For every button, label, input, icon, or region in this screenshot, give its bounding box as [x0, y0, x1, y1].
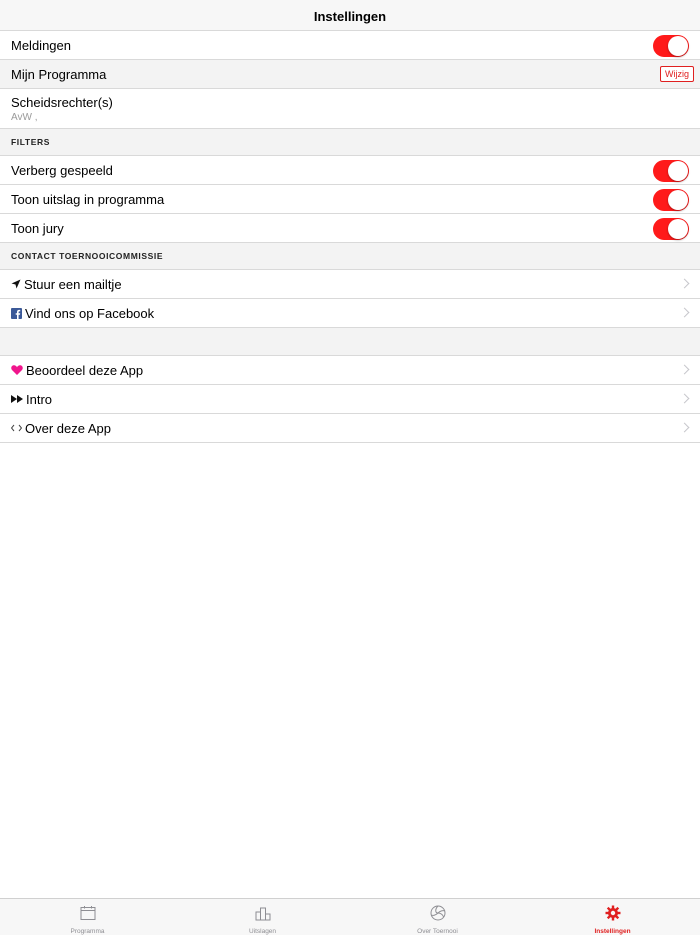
wijzig-button[interactable]: Wijzig — [660, 66, 694, 82]
calendar-icon — [80, 905, 96, 926]
fast-forward-icon — [11, 395, 23, 403]
tab-bar — [0, 898, 700, 935]
toggle-knob — [668, 190, 688, 210]
tab-label: Uitslagen — [248, 928, 277, 935]
tab-instellingen[interactable] — [525, 899, 700, 935]
beoordeel-row[interactable] — [0, 356, 700, 385]
section-spacer — [0, 328, 700, 356]
toggle-knob — [668, 161, 688, 181]
beoordeel-label: Beoordeel deze App — [26, 362, 144, 378]
meldingen-row — [0, 31, 700, 60]
filter-label: Toon uitslag in programma — [11, 191, 165, 207]
contact-header: CONTACT TOERNOOICOMMISSIE — [0, 243, 700, 270]
mail-row[interactable] — [0, 270, 700, 299]
podium-icon — [255, 905, 271, 926]
over-app-label: Over deze App — [25, 420, 111, 436]
programma-row — [0, 60, 700, 89]
filter-row-verberg — [0, 156, 700, 185]
scheidsrechter-row[interactable] — [0, 89, 700, 129]
facebook-row[interactable] — [0, 299, 700, 328]
facebook-label: Vind ons op Facebook — [25, 305, 155, 321]
verberg-gespeeld-toggle[interactable] — [653, 160, 689, 182]
filter-row-jury — [0, 214, 700, 243]
heart-icon — [11, 365, 23, 375]
meldingen-toggle[interactable] — [653, 35, 689, 57]
volleyball-icon — [430, 905, 446, 926]
intro-row[interactable] — [0, 385, 700, 414]
scheidsrechter-value: AvW , — [11, 111, 38, 123]
filter-label: Verberg gespeeld — [11, 162, 113, 178]
settings-list — [0, 31, 700, 443]
toon-uitslag-toggle[interactable] — [653, 189, 689, 211]
toggle-knob — [668, 36, 688, 56]
filter-row-uitslag — [0, 185, 700, 214]
navigation-bar — [0, 0, 700, 31]
programma-label: Mijn Programma — [11, 66, 107, 82]
tab-label: Instellingen — [594, 928, 631, 935]
tab-label: Programma — [70, 928, 105, 935]
tab-over-toernooi[interactable] — [350, 899, 525, 935]
over-app-row[interactable] — [0, 414, 700, 443]
tab-label: Over Toernooi — [417, 928, 458, 935]
meldingen-label: Meldingen — [11, 37, 71, 53]
page-title: Instellingen — [313, 8, 387, 24]
filter-label: Toon jury — [11, 220, 64, 236]
tab-programma[interactable] — [0, 899, 175, 935]
scheidsrechter-label: Scheidsrechter(s) — [11, 94, 113, 110]
intro-label: Intro — [26, 391, 53, 407]
facebook-icon — [11, 308, 22, 319]
gear-icon — [605, 905, 621, 926]
filters-header: FILTERS — [0, 129, 700, 156]
tab-uitslagen[interactable] — [175, 899, 350, 935]
mail-label: Stuur een mailtje — [24, 276, 122, 292]
toon-jury-toggle[interactable] — [653, 218, 689, 240]
toggle-knob — [668, 219, 688, 239]
location-arrow-icon — [11, 279, 21, 289]
code-icon — [11, 424, 22, 432]
